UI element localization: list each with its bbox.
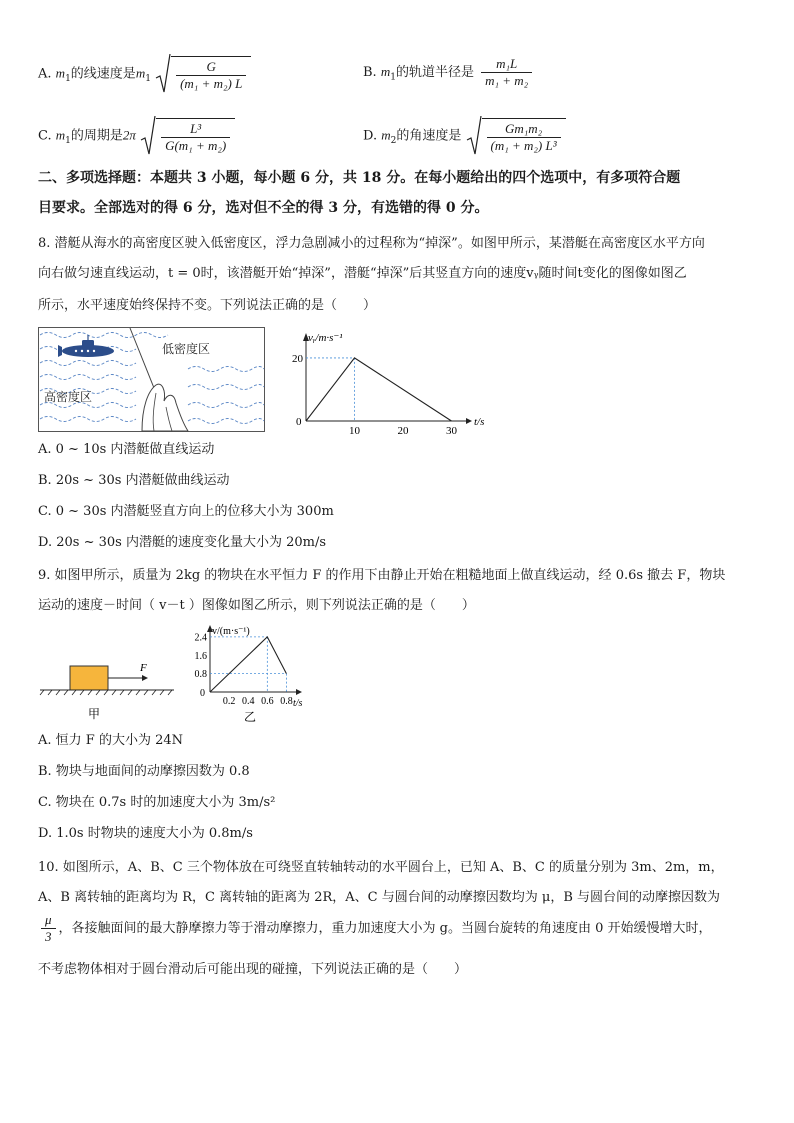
origin-label: 0 [200,688,205,699]
q8-option-b: B. 20s ~ 30s 内潜艇做曲线运动 [38,473,230,488]
var-m: m [55,127,66,143]
q9-vt-chart [186,622,326,728]
q7-option-a [38,56,251,92]
option-text: 的轨道半径是 [395,65,474,80]
var-sub: 1 [65,74,71,85]
x-axis-arrow [296,689,302,695]
x-axis-label: t/s [293,698,303,709]
frac-num: G [206,59,216,74]
q8-option-c: C. 0 ~ 30s 内潜艇竖直方向上的位移大小为 300m [38,504,334,519]
x-axis-label: t/s [474,416,485,428]
frac-den: (m₁ + m₂) L [176,75,246,92]
y-tick-label: 0.8 [194,669,207,681]
q8-option-d: D. 20s ~ 30s 内潜艇的速度变化量大小为 20m/s [38,535,326,550]
option-letter: B. [363,65,377,80]
x-tick-label: 0.4 [241,696,255,707]
q8-stem-line1: 8. 潜艇从海水的高密度区驶入低密度区，浮力急剧减小的过程称为“掉深”。如图甲所示，某潜艇在高密度区水平方向 [38,236,705,251]
var-m: m [380,64,391,79]
frac-den: m₁ + m₂ [481,72,532,89]
force-arrowhead [142,675,148,681]
force-label: F [140,662,147,674]
series-line [306,358,452,421]
figure-label-yi: 乙 [244,710,257,724]
q7-option-b [363,56,535,89]
q9-option-c: C. 物块在 0.7s 时的加速度大小为 3m/s² [38,795,276,810]
q8-vt-chart [286,327,486,437]
ground-hatching [40,690,172,695]
x-tick-label: 0.2 [222,696,236,707]
coef-sub: 1 [145,74,151,85]
x-tick-label: 10 [348,425,360,437]
option-text: 的周期是 [70,128,123,144]
var-m: m [381,127,391,143]
q9-option-b: B. 物块与地面间的动摩擦因数为 0.8 [38,764,250,779]
y-axis-label: v/(m·s⁻¹) [212,626,250,637]
high-density-label: 高密度区 [44,390,93,404]
fraction [481,56,532,89]
series-line [210,637,286,692]
origin-label: 0 [296,416,302,428]
radical-sign [466,116,482,156]
frac-den: 3 [41,928,56,945]
q9-option-a: A. 恒力 F 的大小为 24N [38,733,183,748]
low-density-label: 低密度区 [162,342,211,356]
var-sub: 1 [65,136,71,147]
radical-sign [155,54,171,94]
q9-stem-line2: 运动的速度－时间（ v－t ）图像如图乙所示，则下列说法正确的是（ ） [38,598,475,613]
var-sub: 2 [390,136,397,147]
var-sub: 1 [390,72,396,83]
frac-num: μ [45,912,52,927]
sqrt-expression [155,56,251,92]
option-letter: D. [363,128,378,144]
coef: m [135,65,146,81]
sqrt-expression [140,118,235,154]
q10-stem-line1: 10. 如图所示，A、B、C 三个物体放在可绕竖直转轴转动的水平圆台上，已知 A、B、C 的质量分别为 3m、2m，m， [38,860,724,875]
q8-figure-submarine [38,327,266,433]
frac-num: L³ [190,121,202,136]
q10-line3-text: ，各接触面间的最大静摩擦力等于滑动摩擦力，重力加速度大小为 g。当圆台旋转的角速度由 0 开始缓慢增大时， [58,921,712,936]
x-tick-label: 0.6 [261,696,274,707]
sqrt-expression [466,118,566,154]
section2-heading-line1: 二、多项选择题：本题共 3 小题，每小题 6 分，共 18 分。在每小题给出的四个选项中，有多项符合题 [38,170,681,186]
q9-stem-line1: 9. 如图甲所示，质量为 2kg 的物块在水平恒力 F 的作用下由静止开始在粗糙地面上做直线运动，经 0.6s 撤去 F，物块 [38,568,726,583]
q7-option-c [38,118,235,154]
chart-guides [210,637,286,692]
frac-den: G(m₁ + m₂) [161,137,230,154]
radical-sign [140,116,156,156]
x-tick-label: 20 [397,425,409,437]
q8-option-a: A. 0 ~ 10s 内潜艇做直线运动 [38,442,215,457]
chart-ticks [292,353,457,437]
coef: 2π [122,127,136,143]
y-axis-label: vᵧ/m·s⁻¹ [308,332,343,344]
y-tick-label: 20 [292,352,303,365]
option-letter: C. [38,128,52,144]
q10-stem-line3 [38,912,712,945]
y-tick-label: 1.6 [194,650,207,662]
var-m: m [55,65,66,81]
figure-label-jia: 甲 [88,707,101,721]
option-text: 的线速度是 [70,66,136,82]
option-letter: A. [38,66,52,82]
x-tick-label: 0.8 [280,696,293,707]
q9-option-d: D. 1.0s 时物块的速度大小为 0.8m/s [38,826,253,841]
section2-heading-line2: 目要求。全部选对的得 6 分，选对但不全的得 3 分，有选错的得 0 分。 [38,200,489,216]
q10-stem-line2: A、B 离转轴的距离均为 R，C 离转轴的距离为 2R，A、C 与圆台间的动摩擦因数均为 μ，B 与圆台间的动摩擦因数为 [38,890,720,905]
q7-option-d [363,118,566,154]
x-tick-label: 30 [445,425,457,437]
q8-stem-line2: 向右做匀速直线运动，t = 0时，该潜艇开始“掉深”，潜艇“掉深”后其竖直方向的速度vᵧ随时间t变化的图像如图乙 [38,266,687,281]
x-axis-arrow [466,418,472,424]
mu-over-three [41,912,56,945]
frac-num: m₁L [496,56,518,71]
q8-stem-line3: 所示，水平速度始终保持不变。下列说法正确的是（ ） [38,298,377,313]
frac-num: Gm₁m₂ [504,121,543,136]
frac-den: (m₁ + m₂) L³ [487,137,561,154]
chart-ticks [195,632,293,707]
option-text: 的角速度是 [396,128,462,144]
q10-stem-line4: 不考虑物体相对于圆台滑动后可能出现的碰撞，下列说法正确的是（ ） [38,962,468,977]
block [70,666,108,690]
q9-figure-block [38,650,178,724]
y-tick-label: 2.4 [194,632,207,644]
